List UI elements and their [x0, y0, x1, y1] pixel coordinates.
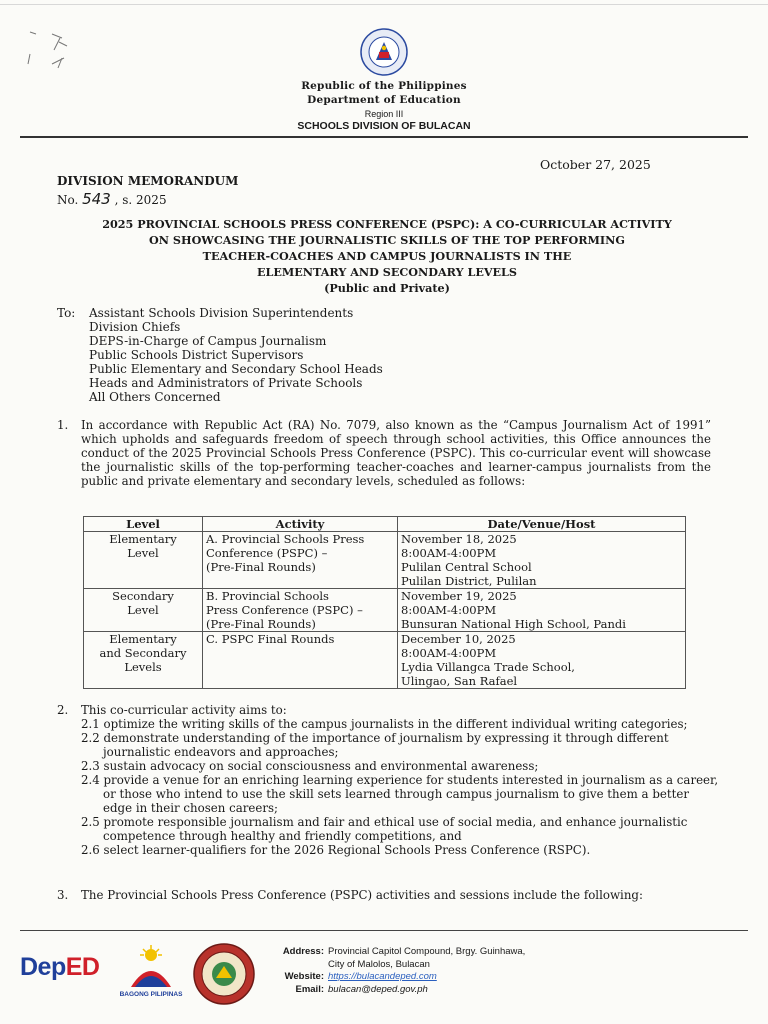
cell-line: Level — [127, 603, 159, 617]
memo-subject — [57, 216, 717, 296]
sdo-bulacan-seal — [192, 942, 256, 1006]
recipient-item: DEPS-in-Charge of Campus Journalism — [89, 334, 327, 348]
paragraph-2-number: 2. — [57, 703, 69, 717]
cell-line: (Pre-Final Rounds) — [206, 617, 316, 631]
cell-line: 8:00AM-4:00PM — [401, 546, 497, 560]
cell-line: Elementary — [109, 632, 177, 646]
subject-line: 2025 PROVINCIAL SCHOOLS PRESS CONFERENCE (PSPC): A CO-CURRICULAR ACTIVITY — [102, 217, 672, 231]
memo-no-handwritten: 543 — [82, 190, 111, 208]
cell-details — [398, 532, 686, 589]
table-row — [84, 589, 686, 632]
scan-edge-line — [0, 4, 768, 5]
cell-activity — [203, 589, 398, 632]
header-region: Region III — [364, 109, 404, 119]
aim-item: 2.5 promote responsible journalism and fair and ethical use of social media, and enhance journalistic competence through healthy and friendly competitions, and — [81, 815, 688, 843]
aims-list — [81, 717, 721, 857]
bagong-pilipinas-text: BAGONG PILIPINAS — [119, 991, 183, 998]
paragraph-1-text: In accordance with Republic Act (RA) No. 7079, also known as the “Campus Journalism Act of 1991” which upholds and safeguards freedom of speech through school activities, this Office announces the conduct of the 2025 Provincial Schools Press Conference (PSPC). This co-curricular event will showcase the journalistic skills of the top-performing teacher-coaches and learner-campus journalists from the public and private elementary and secondary levels, scheduled as follows: — [81, 418, 711, 488]
deped-logo — [20, 953, 99, 982]
paragraph-3-number: 3. — [57, 888, 69, 902]
cell-level — [84, 589, 203, 632]
cell-line: (Pre-Final Rounds) — [206, 560, 316, 574]
cell-line: A. Provincial Schools Press — [206, 532, 365, 546]
email-row — [260, 984, 525, 997]
recipient-item: All Others Concerned — [89, 390, 221, 404]
cell-line: and Secondary — [99, 646, 187, 660]
address-label: Address: — [282, 946, 324, 957]
address-row — [260, 946, 525, 959]
cell-line: Ulingao, San Rafael — [401, 674, 518, 688]
memo-label: DIVISION MEMORANDUM — [57, 174, 239, 188]
deped-logo-ed: ED — [65, 953, 100, 981]
cell-line: Secondary — [112, 589, 174, 603]
address-line-2: City of Malolos, Bulacan — [328, 958, 430, 970]
paragraph-3-text: The Provincial Schools Press Conference (PSPC) activities and sessions include the following: — [81, 888, 643, 902]
website-link[interactable]: https://bulacandeped.com — [328, 971, 437, 982]
cell-line: C. PSPC Final Rounds — [206, 632, 335, 646]
col-header-level: Level — [84, 517, 203, 532]
subject-line: ON SHOWCASING THE JOURNALISTIC SKILLS OF THE TOP PERFORMING — [149, 233, 625, 247]
paragraph-1-number: 1. — [57, 418, 69, 432]
col-header-details: Date/Venue/Host — [398, 517, 686, 532]
table-header-row — [84, 517, 686, 532]
table-row — [84, 532, 686, 589]
deped-seal-logo — [360, 28, 408, 76]
recipient-item: Public Elementary and Secondary School Heads — [89, 362, 383, 376]
address-row-2 — [260, 959, 525, 972]
cell-line: Conference (PSPC) – — [206, 546, 328, 560]
cell-level — [84, 632, 203, 689]
to-label: To: — [57, 306, 76, 320]
cell-details — [398, 632, 686, 689]
cell-line: December 10, 2025 — [401, 632, 516, 646]
col-header-activity: Activity — [203, 517, 398, 532]
memo-no-prefix: No. — [57, 193, 79, 207]
cell-activity — [203, 532, 398, 589]
aim-item: 2.1 optimize the writing skills of the campus journalists in the different individual writing categories; — [81, 717, 688, 731]
paragraph-2-intro: This co-curricular activity aims to: — [81, 703, 287, 717]
header-division: SCHOOLS DIVISION OF BULACAN — [297, 120, 471, 132]
cell-level — [84, 532, 203, 589]
website-row — [260, 971, 525, 984]
website-label: Website: — [284, 971, 324, 982]
cell-activity — [203, 632, 398, 689]
email-link[interactable]: bulacan@deped.gov.ph — [328, 983, 428, 995]
email-label: Email: — [295, 983, 324, 995]
aim-item: 2.3 sustain advocacy on social consciousness and environmental awareness; — [81, 759, 539, 773]
recipient-item: Heads and Administrators of Private Schools — [89, 376, 363, 390]
deped-logo-dep: Dep — [20, 953, 66, 981]
header-republic: Republic of the Philippines — [301, 80, 467, 92]
header-rule — [20, 136, 748, 138]
recipient-item: Assistant Schools Division Superintendents — [89, 306, 354, 320]
address-line-1: Provincial Capitol Compound, Brgy. Guinhawa, — [328, 946, 526, 957]
memo-series: , s. 2025 — [114, 193, 167, 207]
header-department: Department of Education — [307, 94, 461, 106]
cell-line: Level — [127, 546, 159, 560]
aim-item: 2.6 select learner-qualifiers for the 2026 Regional Schools Press Conference (RSPC). — [81, 843, 591, 857]
cell-line: Elementary — [109, 532, 177, 546]
subject-line: ELEMENTARY AND SECONDARY LEVELS — [256, 265, 518, 279]
memo-number — [57, 190, 167, 208]
aim-item: 2.2 demonstrate understanding of the importance of journalism by expressing it through different journalistic endeavors and approaches; — [81, 731, 669, 759]
cell-line: November 19, 2025 — [401, 589, 517, 603]
cell-line: November 18, 2025 — [401, 532, 517, 546]
subject-line: (Public and Private) — [324, 281, 450, 295]
cell-line: B. Provincial Schools — [206, 589, 329, 603]
footer-contact — [260, 946, 525, 996]
table-row — [84, 632, 686, 689]
cell-line: Levels — [124, 660, 162, 674]
cell-line: Press Conference (PSPC) – — [206, 603, 363, 617]
schedule-table — [83, 516, 686, 689]
cell-line: 8:00AM-4:00PM — [401, 646, 497, 660]
aim-item: 2.4 provide a venue for an enriching learning experience for students interested in journalism as a career, or those who intend to use the skill sets learned through campus journalism to give them a better edge in their chosen careers; — [81, 773, 719, 815]
cell-line: Pulilan District, Pulilan — [401, 574, 537, 588]
memo-date: October 27, 2025 — [540, 157, 651, 172]
scan-scribble-marks — [22, 24, 92, 84]
subject-line: TEACHER-COACHES AND CAMPUS JOURNALISTS IN THE — [202, 249, 572, 263]
cell-line: Lydia Villangca Trade School, — [401, 660, 575, 674]
recipient-list — [89, 306, 383, 404]
recipient-item: Public Schools District Supervisors — [89, 348, 304, 362]
cell-line: 8:00AM-4:00PM — [401, 603, 497, 617]
recipient-item: Division Chiefs — [89, 320, 181, 334]
footer-rule — [20, 930, 748, 931]
cell-details — [398, 589, 686, 632]
cell-line: Pulilan Central School — [401, 560, 532, 574]
cell-line: Bunsuran National High School, Pandi — [401, 617, 626, 631]
